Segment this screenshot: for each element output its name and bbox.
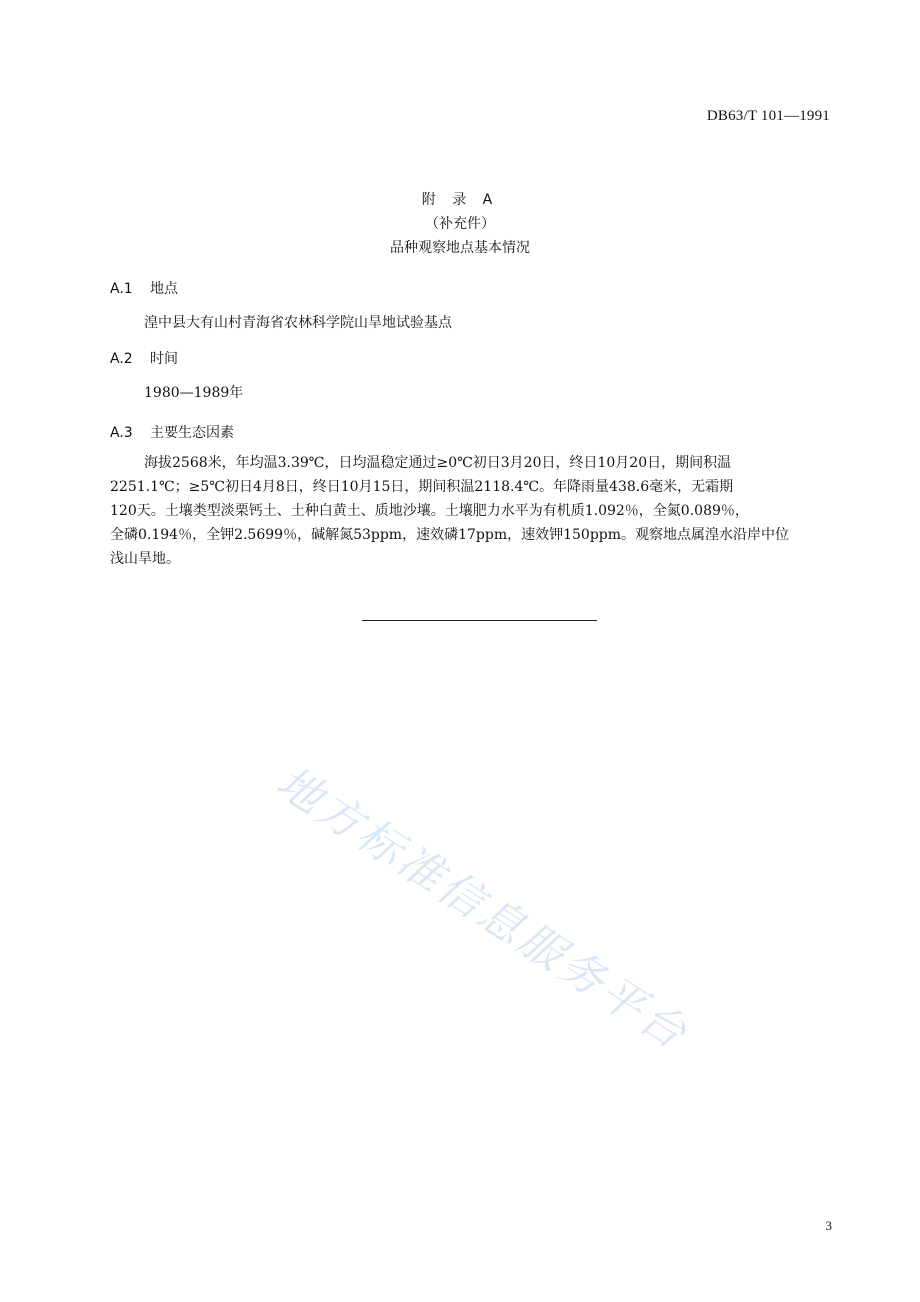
section-number: A.3 [110,425,133,441]
section-heading [110,423,840,443]
watermark-text: 地方标准信息服务平台 [267,756,698,1061]
paragraph-line: 海拔2568米，年均温3.39℃，日均温稳定通过≥0℃初日3月20日，终日10月20日，期间积温 [144,455,732,471]
end-of-appendix-rule [362,620,597,621]
section-a2 [110,349,840,405]
appendix-main-title: 品种观察地点基本情况 [390,240,530,256]
page-number: 3 [825,1218,832,1233]
section-number: A.1 [110,281,133,297]
document-code: DB63/T 101—1991 [706,108,830,124]
section-body: 1980—1989年 [144,385,244,401]
section-title: 主要生态因素 [150,425,234,441]
appendix-title-block [0,188,920,260]
section-number: A.2 [110,351,133,367]
section-heading [110,349,840,369]
section-a3 [110,423,840,571]
section-title: 地点 [150,281,178,297]
section-heading [110,279,840,299]
section-paragraph [110,451,840,571]
paragraph-line: 2251.1℃；≥5℃初日4月8日，终日10月15日，期间积温2118.4℃。年降雨量438.6毫米，无霜期 [110,479,734,495]
section-title: 时间 [150,351,178,367]
paragraph-line: 120天。土壤类型淡栗钙土、土种白黄土、质地沙壤。土壤肥力水平为有机质1.092％，全氮0.089％， [110,503,749,519]
paragraph-line: 全磷0.194％，全钾2.5699％，碱解氮53ppm，速效磷17ppm，速效钾150ppm。观察地点属湟水沿岸中位 [110,527,790,543]
appendix-label: 附 录 A [421,192,499,208]
appendix-supplement-label: （补充件） [425,216,495,232]
section-body: 湟中县大有山村青海省农林科学院山旱地试验基点 [144,315,452,331]
paragraph-line: 浅山旱地。 [110,551,180,567]
section-a1 [110,279,840,335]
